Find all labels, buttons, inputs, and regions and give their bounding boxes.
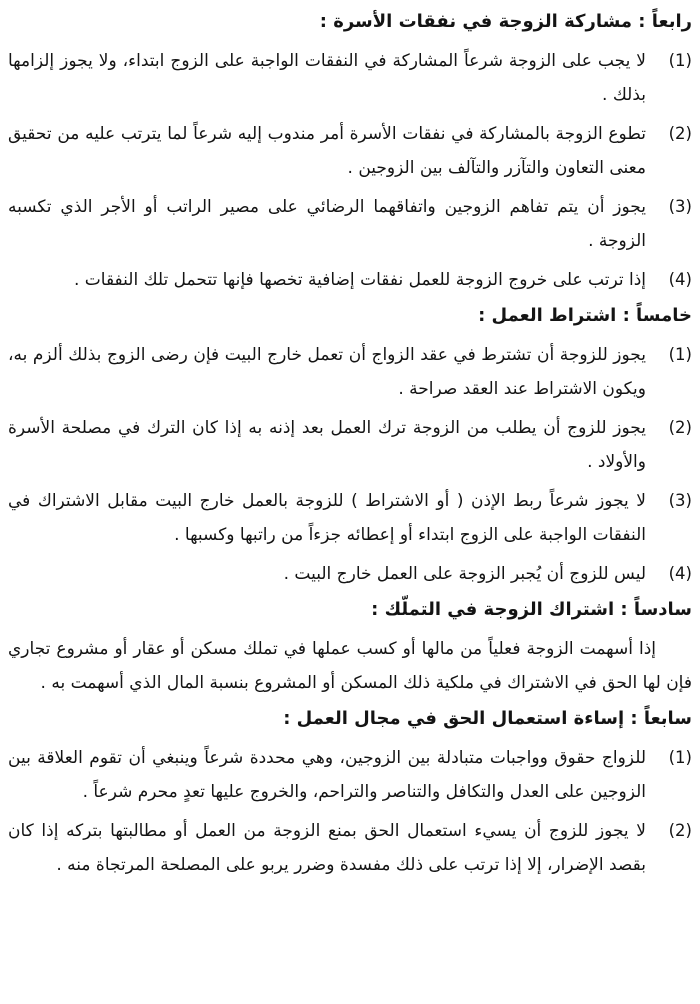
section-heading: سادساً : اشتراك الزوجة في التملّك : (371, 599, 692, 620)
list-item (8, 484, 692, 552)
section-six (8, 596, 692, 700)
item-number: (2) (668, 418, 692, 437)
section-seven (8, 705, 692, 882)
list-item (8, 117, 692, 185)
item-text: لا يجوز شرعاً ربط الإذن ( أو الاشتراط ) للزوجة بالعمل خارج البيت مقابل الاشتراك في النفقات الواجبة على الزوج ابتداء أو إعطائه جزءاً من راتبها وكسبها . (8, 491, 646, 545)
section-heading: سابعاً : إساءة استعمال الحق في مجال العمل : (283, 708, 692, 729)
item-text: ليس للزوج أن يُجبر الزوجة على العمل خارج البيت . (283, 564, 646, 584)
item-number: (3) (668, 491, 692, 510)
item-text: للزواج حقوق وواجبات متبادلة بين الزوجين، وهي محددة شرعاً وينبغي أن تقوم العلاقة بين الزوجين على العدل والتكافل والتناصر والتراحم، والخروج عليها تعدٍ محرم شرعاً . (8, 748, 646, 802)
item-text: يجوز للزوجة أن تشترط في عقد الزواج أن تعمل خارج البيت فإن رضى الزوج بذلك ألزم به، ويكون الاشتراط عند العقد صراحة . (8, 345, 646, 399)
list-item (8, 741, 692, 809)
section-heading: رابعاً : مشاركة الزوجة في نفقات الأسرة : (319, 11, 692, 32)
item-text: يجوز للزوج أن يطلب من الزوجة ترك العمل بعد إذنه به إذا كان الترك في مصلحة الأسرة والأولاد . (8, 418, 646, 472)
item-number: (1) (668, 748, 692, 767)
list-item (8, 338, 692, 406)
item-text: إذا ترتب على خروج الزوجة للعمل نفقات إضافية تخصها فإنها تتحمل تلك النفقات . (73, 270, 646, 290)
body-paragraph: إذا أسهمت الزوجة فعلياً من مالها أو كسب عملها في تملك مسكن أو عقار أو مشروع تجاري فإن لها الحق في الاشتراك في ملكية ذلك المسكن أو المشروع بنسبة المال الذي أسهمت به . (8, 639, 692, 693)
item-number: (1) (668, 345, 692, 364)
list-item (8, 411, 692, 479)
item-text: لا يجب على الزوجة شرعاً المشاركة في النفقات الواجبة على الزوج ابتداء، ولا يجوز إلزامها بذلك . (8, 51, 646, 105)
list-item (8, 44, 692, 112)
item-number: (4) (668, 270, 692, 289)
list-item (8, 557, 692, 591)
list-item (8, 190, 692, 258)
item-number: (3) (668, 197, 692, 216)
item-number: (4) (668, 564, 692, 583)
item-text: تطوع الزوجة بالمشاركة في نفقات الأسرة أمر مندوب إليه شرعاً لما يترتب عليه من تحقيق معنى التعاون والتآزر والتآلف بين الزوجين . (8, 124, 646, 178)
item-text: لا يجوز للزوج أن يسيء استعمال الحق بمنع الزوجة من العمل أو مطالبتها بتركه إذا كان بقصد الإضرار، إلا إذا ترتب على ذلك مفسدة وضرر يربو على المصلحة المرتجاة منه . (8, 821, 646, 875)
list-item (8, 263, 692, 297)
item-number: (2) (668, 821, 692, 840)
section-heading: خامساً : اشتراط العمل : (478, 305, 692, 326)
section-four (8, 8, 692, 297)
item-text: يجوز أن يتم تفاهم الزوجين واتفاقهما الرضائي على مصير الراتب أو الأجر الذي تكسبه الزوجة . (8, 197, 646, 251)
item-number: (2) (668, 124, 692, 143)
section-five (8, 302, 692, 591)
list-item (8, 814, 692, 882)
item-number: (1) (668, 51, 692, 70)
